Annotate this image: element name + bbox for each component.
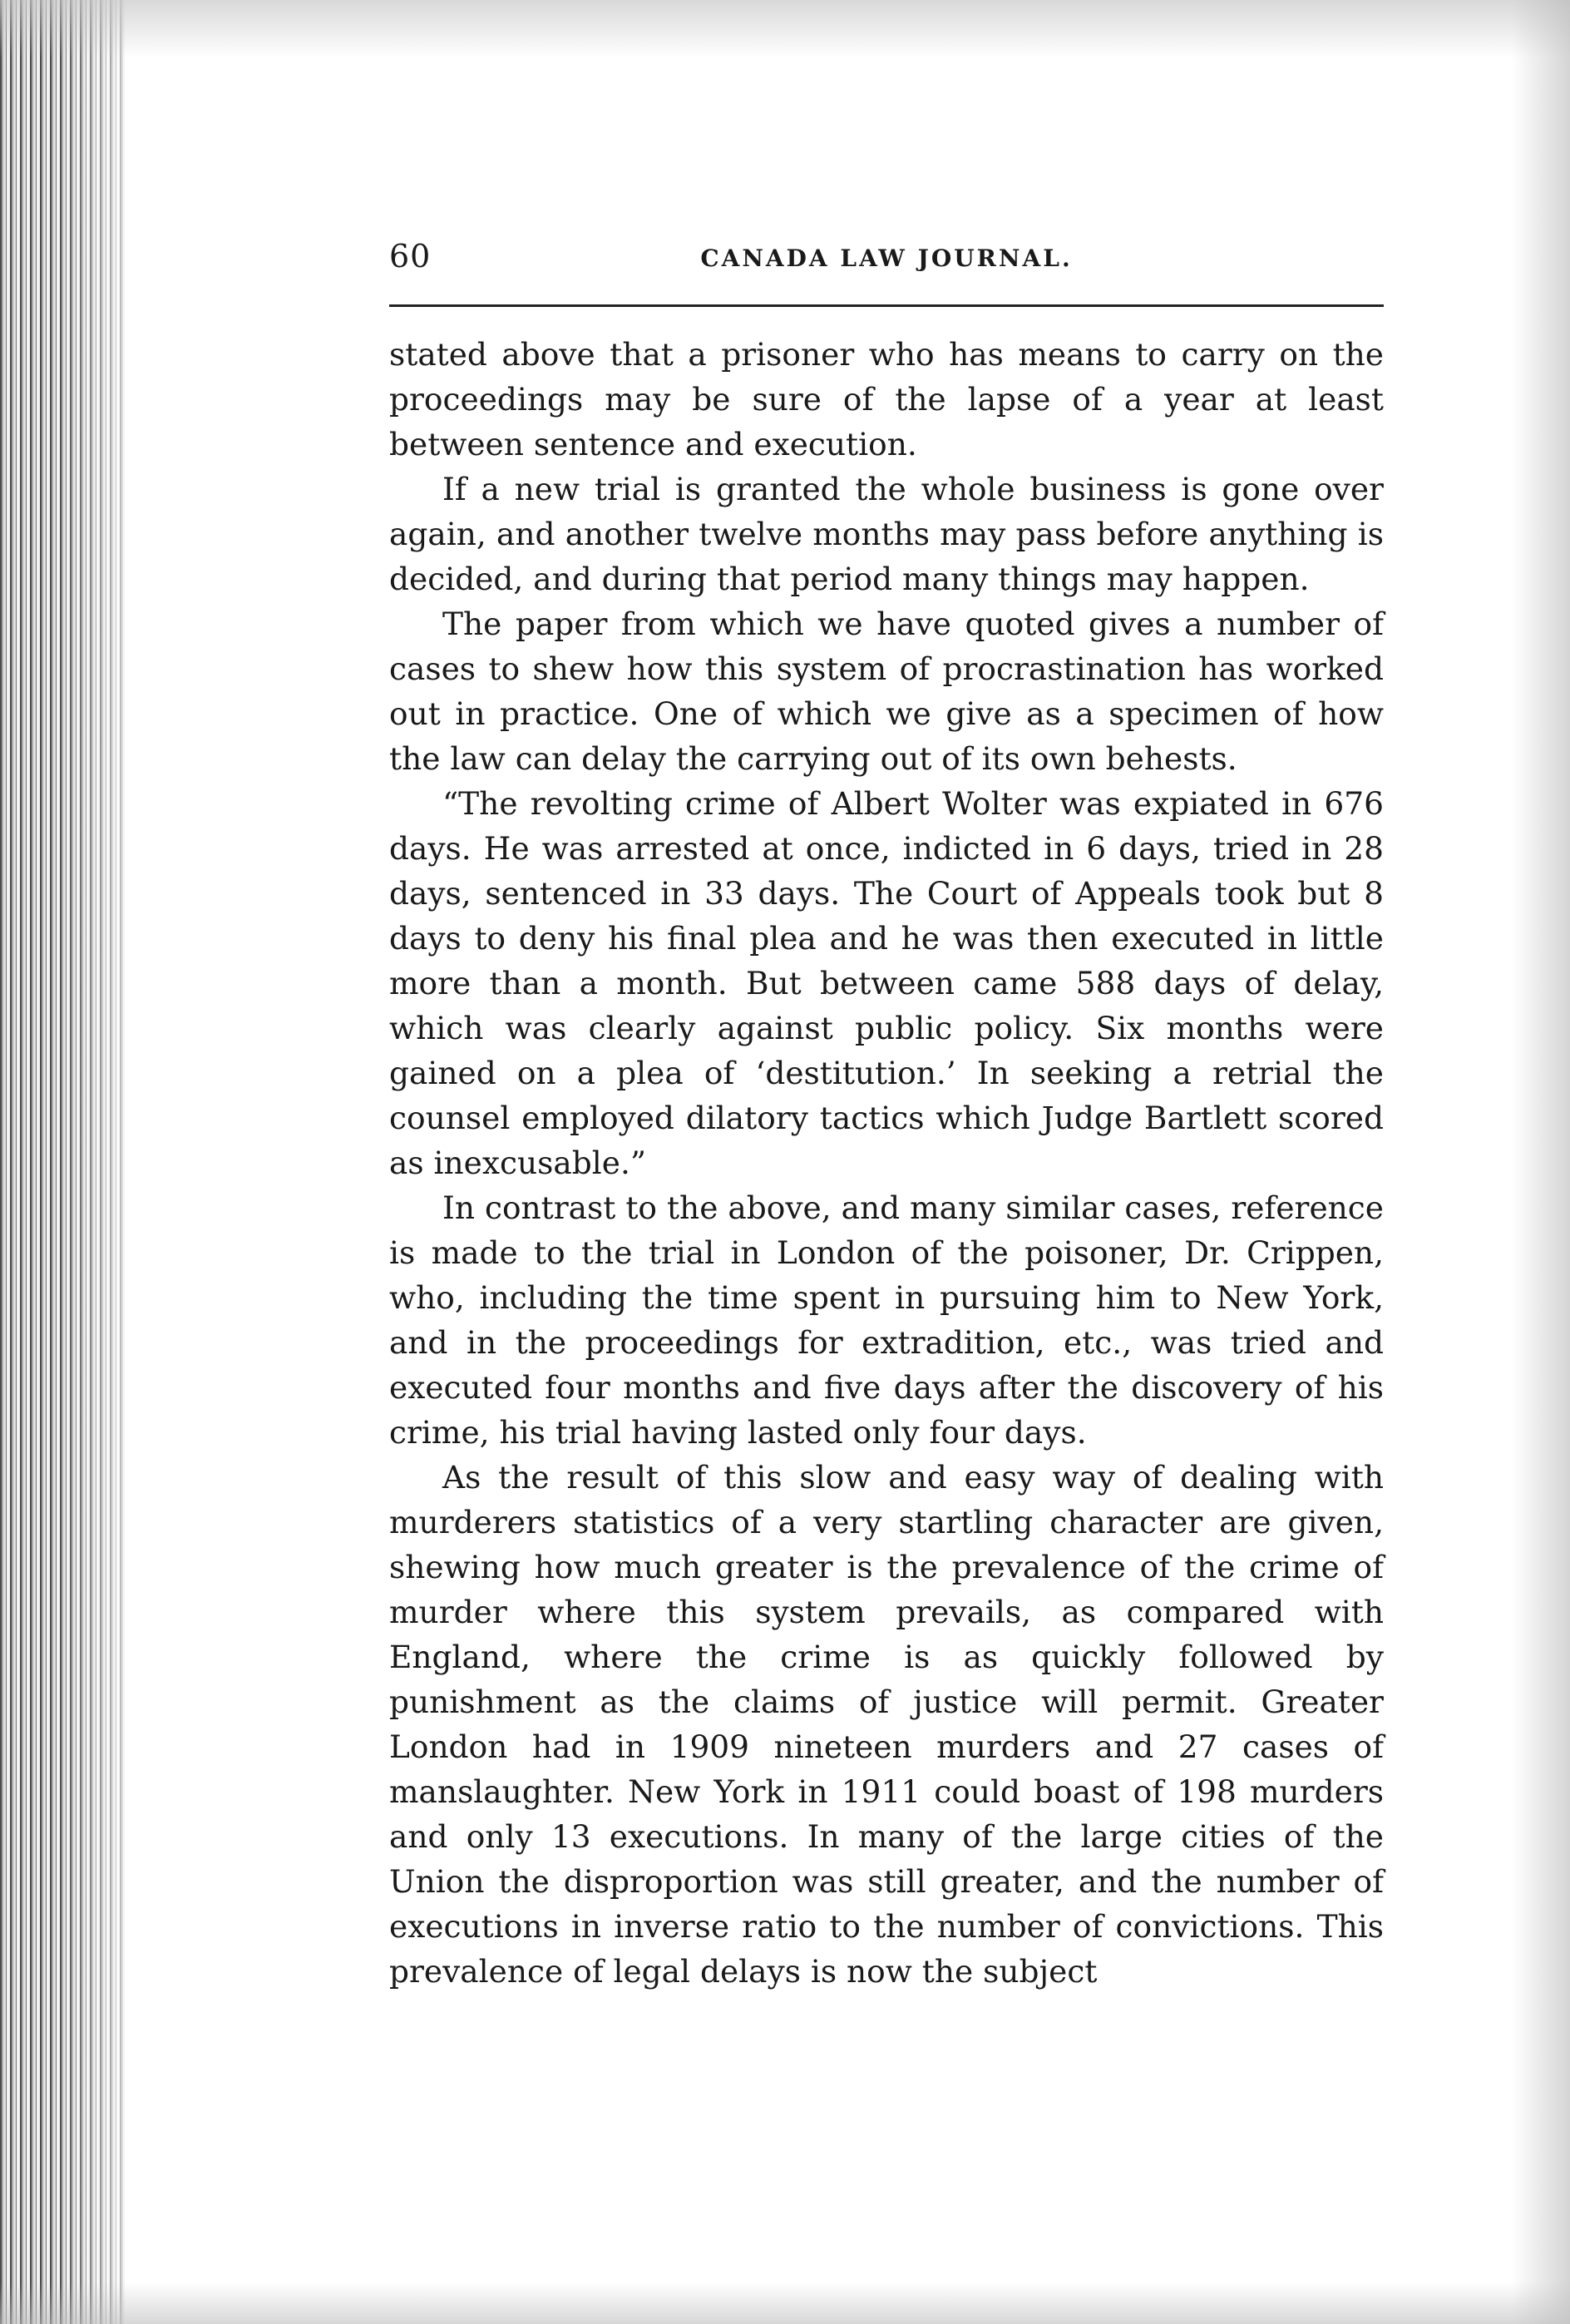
scan-edge-bottom [0, 2282, 1570, 2324]
paragraph-continuation: stated above that a prisoner who has means to carry on the proceedings may be sure of the lapse of a year at least between sentence and execution. [389, 336, 1384, 462]
running-head [389, 238, 1384, 284]
paragraph-statistics: As the result of this slow and easy way of dealing with murderers statistics of a very startling character are given, shewing how much greater is the prevalence of the crime of murder where this system prevails, as compared with England, where the crime is as quickly followed by punishment as the claims of justice will permit. Greater London had in 1909 nineteen murders and 27 cases of manslaughter. New York in 1911 could boast of 198 murders and only 13 executions. In many of the large cities of the Union the disproportion was still greater, and the number of executions in inverse ratio to the number of convictions. This prevalence of legal delays is now the subject [389, 1459, 1384, 1990]
scan-edge-left-fade [58, 0, 158, 2324]
page-number: 60 [389, 238, 432, 274]
scan-edge-top [0, 0, 1570, 58]
header-rule [389, 304, 1384, 307]
paragraph-procrastination: The paper from which we have quoted gives a number of cases to shew how this system of procrastination has worked out in practice. One of which we give as a specimen of how the law can delay the carrying out of its own behests. [389, 606, 1384, 777]
paragraph-new-trial: If a new trial is granted the whole business is gone over again, and another twelve months may pass before anything is decided, and during that period many things may happen. [389, 471, 1384, 597]
paragraph-wolter-quote: “The revolting crime of Albert Wolter was expiated in 676 days. He was arrested at once, indicted in 6 days, tried in 28 days, sentenced in 33 days. The Court of Appeals took but 8 days to deny his final plea and he was then executed in little more than a month. But between came 588 days of delay, which was clearly against public policy. Six months were gained on a plea of ‘destitution.’ In seeking a retrial the counsel employed dilatory tactics which Judge Bartlett scored as inexcusable.” [389, 785, 1384, 1181]
paragraph-crippen: In contrast to the above, and many similar cases, reference is made to the trial in London of the poisoner, Dr. Crippen, who, including the time spent in pursuing him to New York, and in the proceedings for extradition, etc., was tried and executed four months and five days after the discovery of his crime, his trial having lasted only four days. [389, 1189, 1384, 1451]
page-content [389, 238, 1384, 1994]
article-body [389, 332, 1384, 1994]
scan-edge-right [1512, 0, 1570, 2324]
journal-title: CANADA LAW JOURNAL. [700, 245, 1073, 272]
